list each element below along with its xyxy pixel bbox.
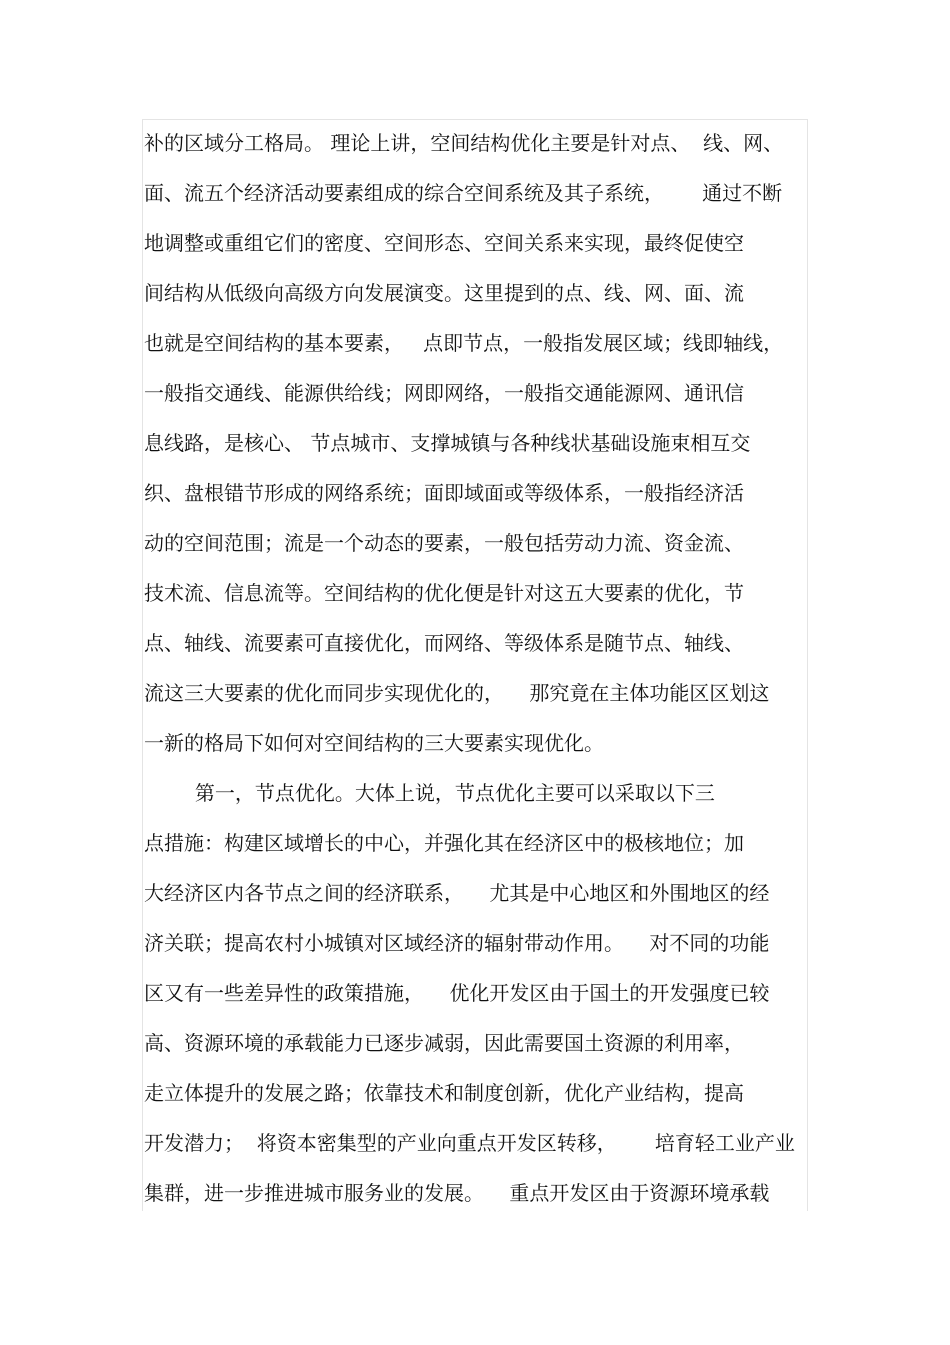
text-line: 也就是空间结构的基本要素， 点即节点，一般指发展区域；线即轴线， <box>144 331 784 355</box>
text-line: 第一，节点优化。大体上说，节点优化主要可以采取以下三 <box>144 781 715 805</box>
text-line: 间结构从低级向高级方向发展演变。这里提到的点、线、网、面、流 <box>144 281 744 305</box>
text-line: 大经济区内各节点之间的经济联系， 尤其是中心地区和外围地区的经 <box>144 881 770 905</box>
text-line: 开发潜力； 将资本密集型的产业向重点开发区转移， 培育轻工业产业 <box>144 1131 795 1155</box>
body-text <box>144 118 806 1218</box>
text-line: 区又有一些差异性的政策措施， 优化开发区由于国土的开发强度已较 <box>144 981 770 1005</box>
text-line: 走立体提升的发展之路；依靠技术和制度创新，优化产业结构，提高 <box>144 1081 744 1105</box>
frame-right-border <box>807 119 808 1211</box>
text-line: 济关联；提高农村小城镇对区域经济的辐射带动作用。 对不同的功能 <box>144 931 770 955</box>
text-line: 技术流、信息流等。空间结构的优化便是针对这五大要素的优化，节 <box>144 581 744 605</box>
text-line: 地调整或重组它们的密度、空间形态、空间关系来实现，最终促使空 <box>144 231 744 255</box>
text-line: 息线路，是核心、 节点城市、支撑城镇与各种线状基础设施束相互交 <box>144 431 751 455</box>
text-line: 点措施：构建区域增长的中心，并强化其在经济区中的极核地位；加 <box>144 831 744 855</box>
text-line: 一般指交通线、能源供给线；网即网络，一般指交通能源网、通讯信 <box>144 381 744 405</box>
text-line: 动的空间范围；流是一个动态的要素，一般包括劳动力流、资金流、 <box>144 531 744 555</box>
text-line: 一新的格局下如何对空间结构的三大要素实现优化。 <box>144 731 604 755</box>
text-line: 流这三大要素的优化而同步实现优化的， 那究竟在主体功能区区划这 <box>144 681 770 705</box>
text-line: 织、盘根错节形成的网络系统；面即域面或等级体系，一般指经济活 <box>144 481 744 505</box>
text-line: 面、流五个经济活动要素组成的综合空间系统及其子系统， 通过不断 <box>144 181 783 205</box>
frame-left-border <box>142 119 143 1211</box>
text-line: 点、轴线、流要素可直接优化，而网络、等级体系是随节点、轴线、 <box>144 631 744 655</box>
text-line: 集群，进一步推进城市服务业的发展。 重点开发区由于资源环境承载 <box>144 1181 770 1205</box>
text-line: 高、资源环境的承载能力已逐步减弱，因此需要国土资源的利用率， <box>144 1031 744 1055</box>
text-line: 补的区域分工格局。 理论上讲，空间结构优化主要是针对点、 线、网、 <box>144 131 784 155</box>
